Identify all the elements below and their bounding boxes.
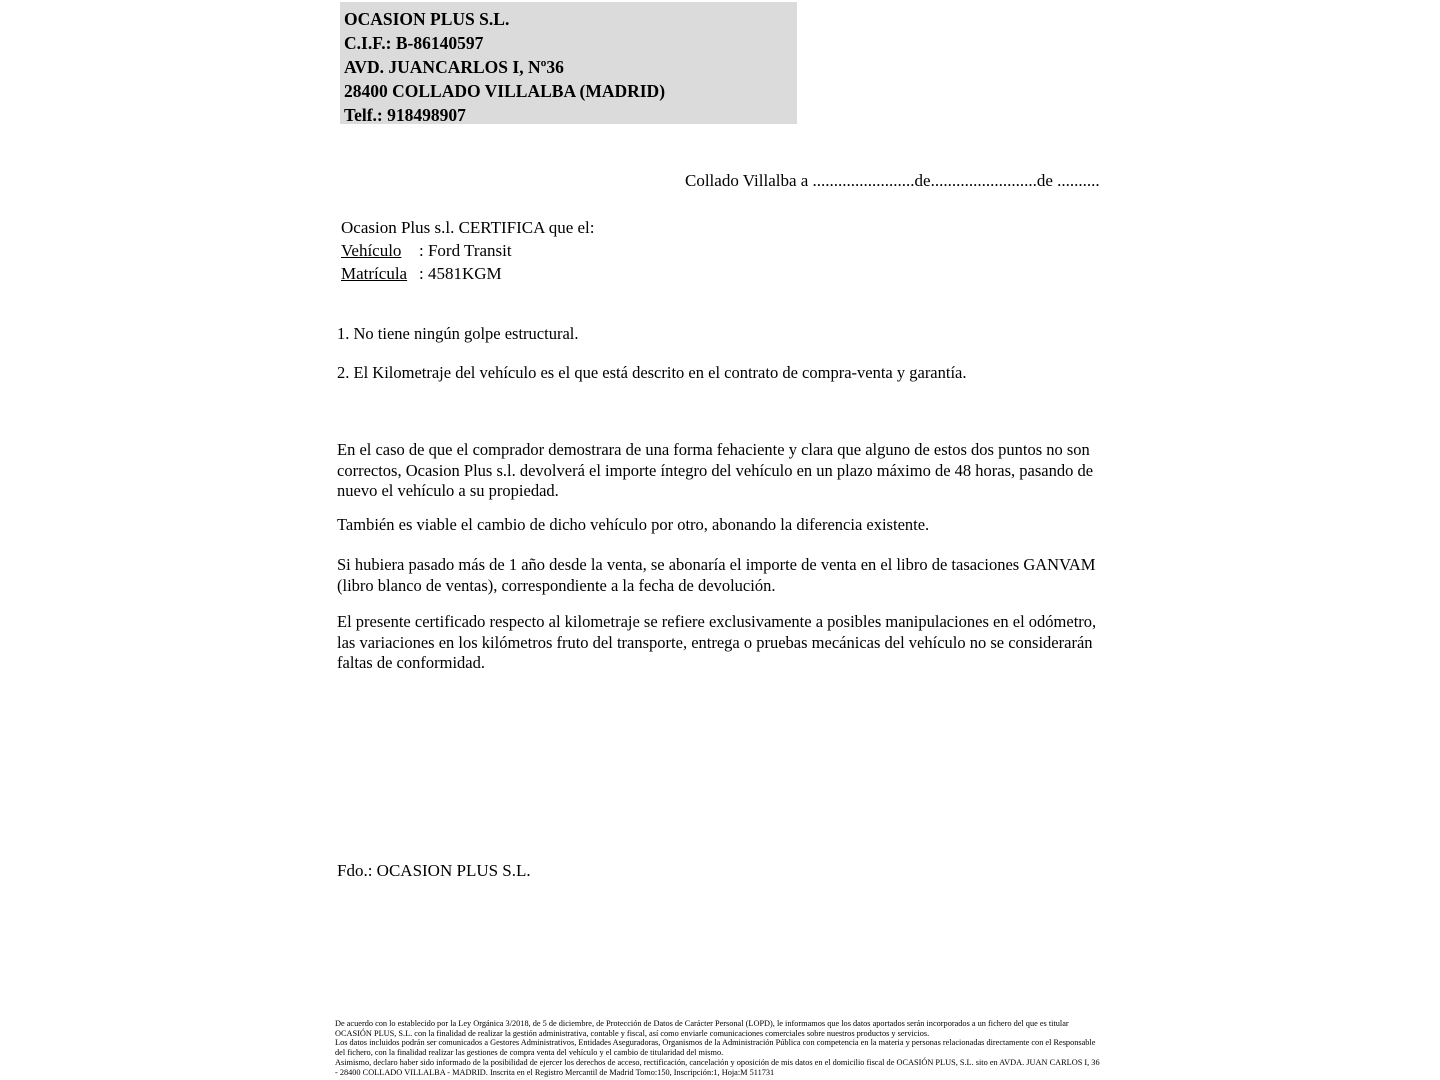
company-cif: C.I.F.: B-86140597	[344, 33, 484, 53]
date-line: Collado Villalba a ........................de.........................de ..........	[685, 171, 1100, 190]
certified-point-1: 1. No tiene ningún golpe estructural.	[337, 324, 579, 343]
body-paragraph-refund: En el caso de que el comprador demostrara de una forma fehaciente y clara que alguno de estos dos puntos no son correctos, Ocasion Plus s.l. devolverá el importe íntegro del vehículo en un plazo máximo de 48 horas, pasando de nuevo el vehículo a su propiedad.	[337, 440, 1094, 500]
company-city: 28400 COLLADO VILLALBA (MADRID)	[344, 81, 666, 101]
legal-paragraph-data-sharing: Los datos incluidos podrán ser comunicados a Gestores Administrativos, Entidades Aseguradoras, Organismos de la Administración Pública con competencia en la materia y personas relacionadas directamente con el Responsable del fichero, con la finalidad realizar las gestiones de compra venta del vehículo y el cambio de titularidad del mismo.	[335, 1038, 1096, 1058]
certify-intro: Ocasion Plus s.l. CERTIFICA que el:	[341, 218, 595, 237]
signature-line: Fdo.: OCASION PLUS S.L.	[337, 861, 531, 880]
legal-paragraph-lopd: De acuerdo con lo establecido por la Ley Orgánica 3/2018, de 5 de diciembre, de Protección de Datos de Carácter Personal (LOPD), le informamos que los datos aportados serán incorporados a un fichero del que es titular OCASIÓN PLUS, S.L. con la finalidad de realizar la gestión administrativa, contable y fiscal, así como enviarle comunicaciones comerciales sobre nuestros productos y servicios.	[335, 1019, 1069, 1038]
company-phone: Telf.: 918498907	[344, 105, 466, 125]
legal-footer	[335, 1019, 1100, 1077]
plate-label: Matrícula	[341, 264, 408, 283]
body-paragraph-ganvam: Si hubiera pasado más de 1 año desde la venta, se abonaría el importe de venta en el libro de tasaciones GANVAM (libro blanco de ventas), correspondiente a la fecha de devolución.	[337, 555, 1096, 595]
certified-point-2: 2. El Kilometraje del vehículo es el que está descrito en el contrato de compra-venta y garantía.	[337, 363, 967, 382]
certify-block	[341, 216, 595, 285]
body-paragraph-exchange: También es viable el cambio de dicho vehículo por otro, abonando la diferencia existente.	[337, 515, 930, 534]
plate-value: : 4581KGM	[419, 264, 502, 283]
vehicle-row	[341, 239, 595, 262]
body-paragraph-odometer: El presente certificado respecto al kilometraje se refiere exclusivamente a posibles manipulaciones en el odómetro, las variaciones en los kilómetros fruto del transporte, entrega o pruebas mecánicas del vehículo no se considerarán faltas de conformidad.	[337, 612, 1097, 672]
legal-paragraph-rights: Asimismo, declaro haber sido informado de la posibilidad de ejercer los derechos de acceso, rectificación, cancelación y oposición de mis datos en el domicilio fiscal de OCASIÓN PLUS, S.L. sito en AVDA. JUAN CARLOS I, 36 - 28400 COLLADO VILLALBA - MADRID. Inscrita en el Registro Mercantil de Madrid Tomo:150, Inscripción:1, Hoja:M 511731	[335, 1057, 1100, 1077]
vehicle-label: Vehículo	[341, 241, 402, 260]
company-name: OCASION PLUS S.L.	[344, 9, 510, 29]
plate-row	[341, 262, 595, 285]
vehicle-value: : Ford Transit	[419, 241, 512, 260]
company-header	[340, 2, 797, 124]
company-address: AVD. JUANCARLOS I, Nº36	[344, 57, 564, 77]
